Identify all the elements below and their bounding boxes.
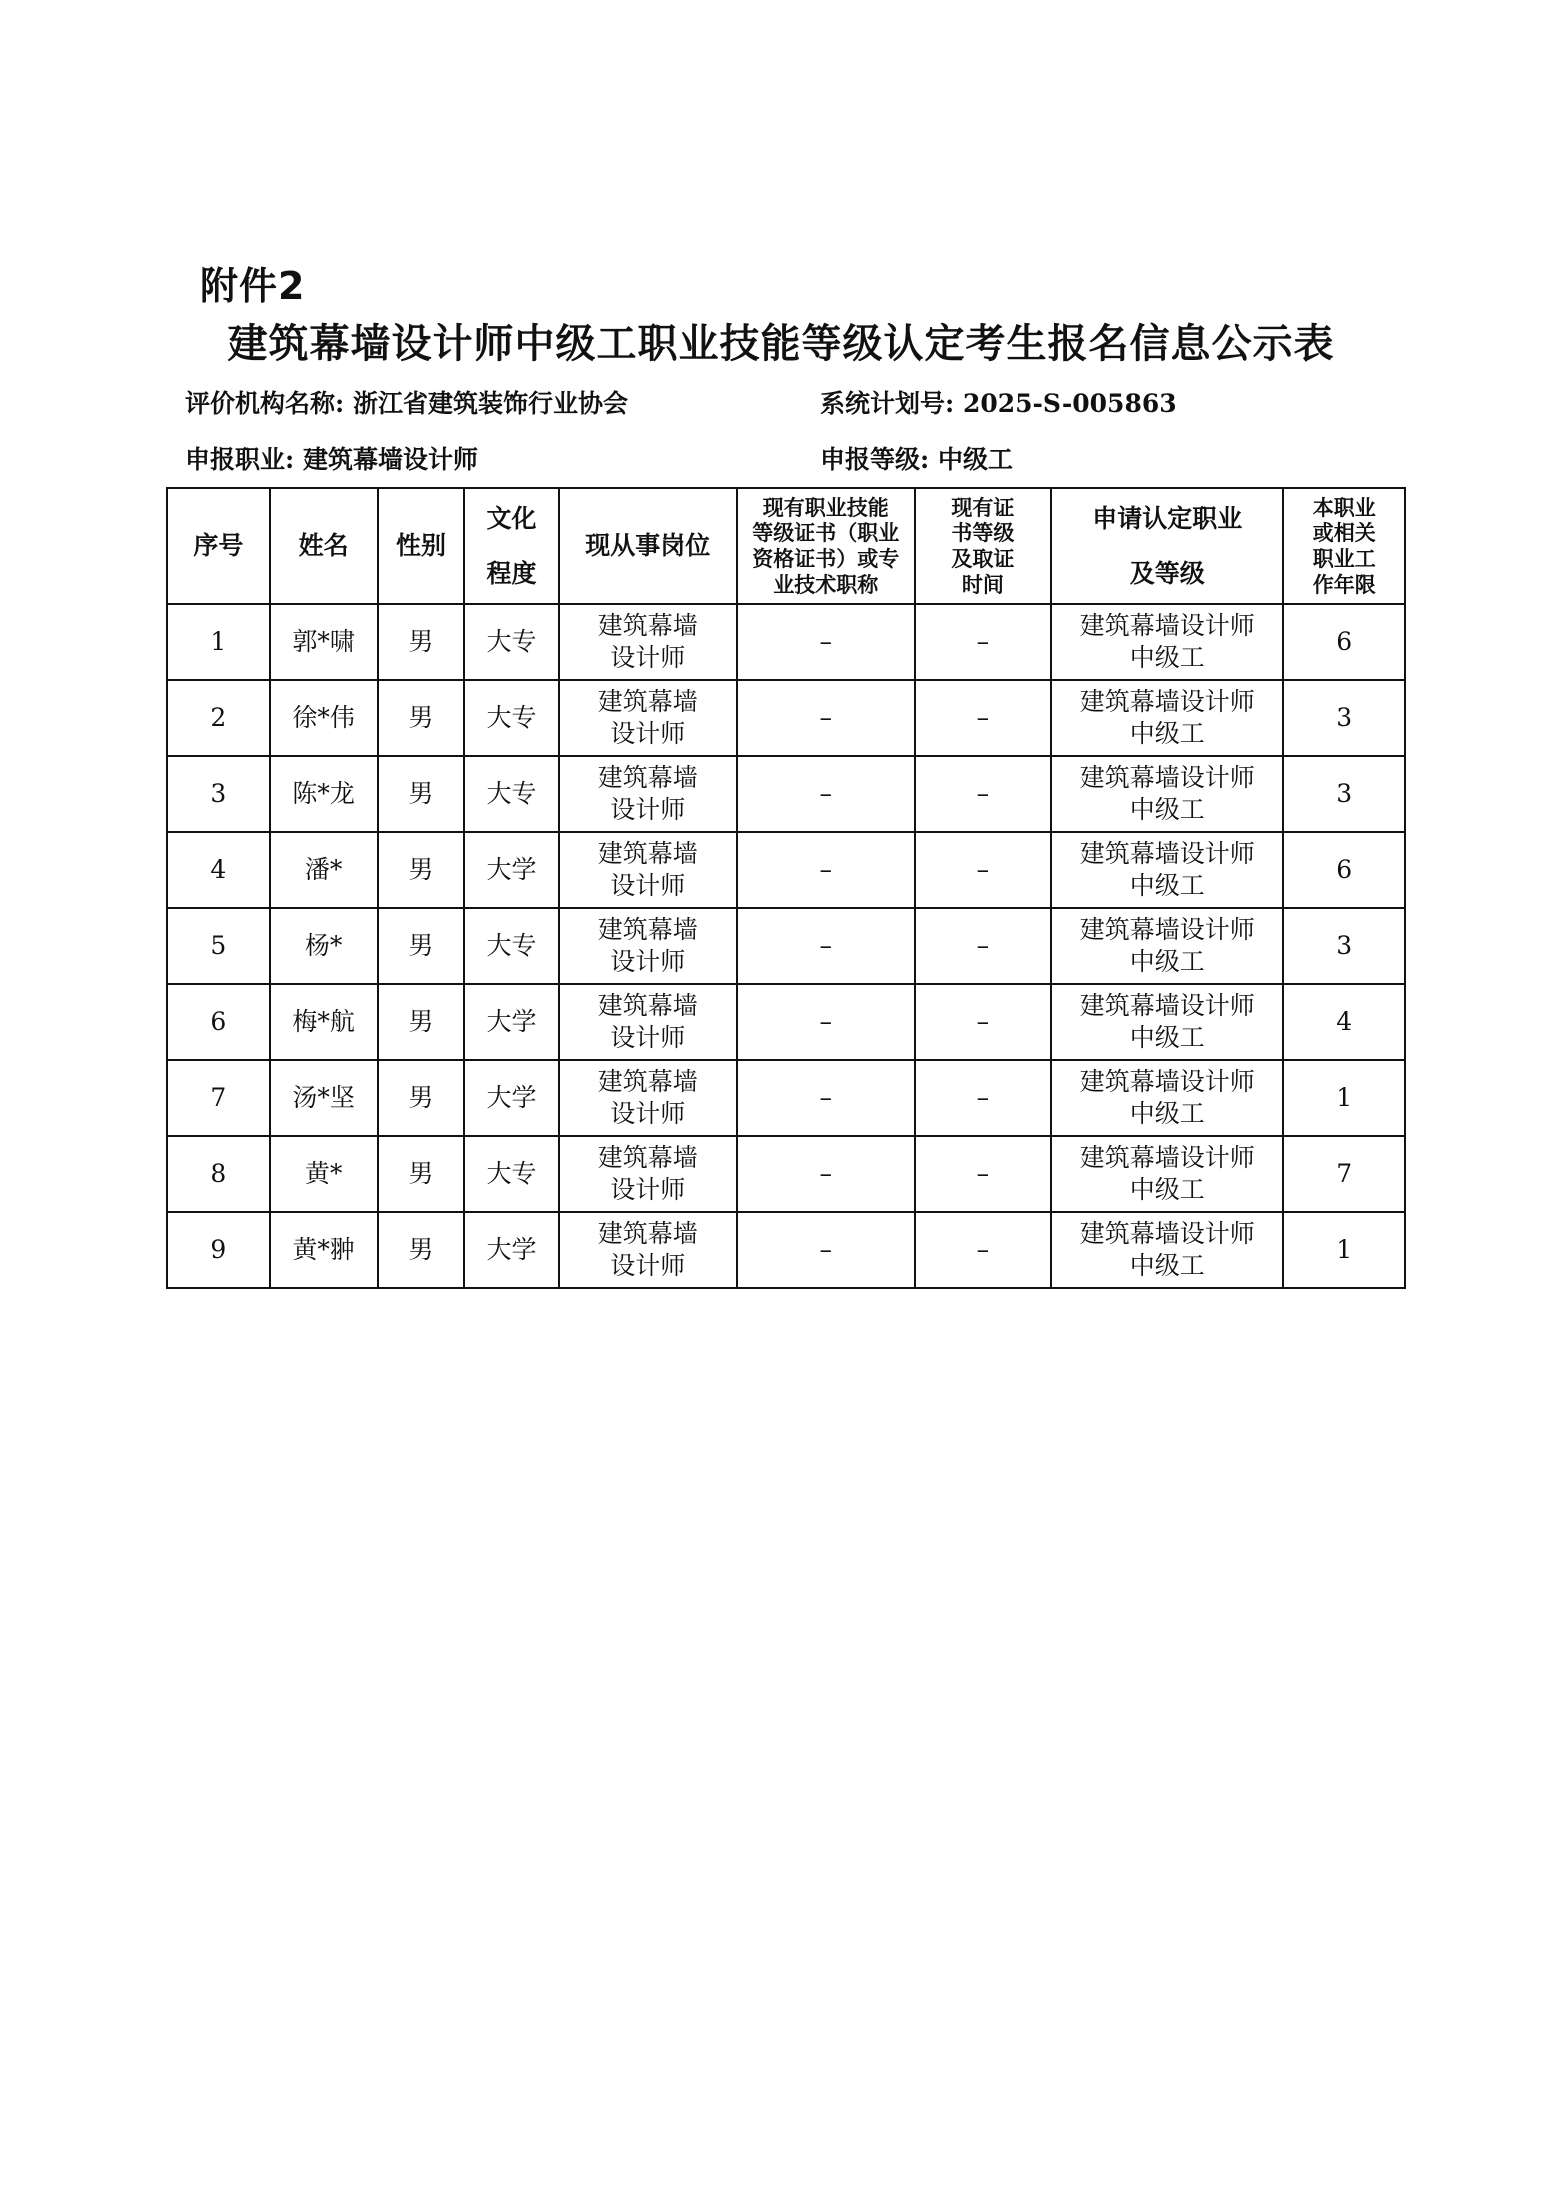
header-post: 现从事岗位 [559, 488, 737, 604]
candidate-table [166, 487, 1406, 1289]
cell-gender: 男 [378, 984, 465, 1060]
cell-post-line: 建筑幕墙 [597, 1218, 698, 1248]
cell-apply-line: 建筑幕墙设计师 [1079, 762, 1255, 792]
cell-post-line: 建筑幕墙 [597, 686, 698, 716]
plan-label: 系统计划号: [820, 389, 955, 418]
cell-certificate-time: – [915, 756, 1051, 832]
cell-post-line: 设计师 [610, 1023, 686, 1052]
cell-apply-line: 中级工 [1129, 643, 1205, 672]
table-row [167, 984, 1405, 1060]
header-education-line: 文化 [486, 504, 537, 533]
cell-years: 1 [1283, 1060, 1405, 1136]
cell-post-line: 建筑幕墙 [597, 914, 698, 944]
cell-seq: 6 [167, 984, 270, 1060]
cell-gender: 男 [378, 756, 465, 832]
header-certificate [737, 488, 915, 604]
cell-post-line: 设计师 [610, 1175, 686, 1204]
cell-certificate-time: – [915, 1136, 1051, 1212]
cell-seq: 8 [167, 1136, 270, 1212]
cell-apply-line: 中级工 [1129, 1251, 1205, 1280]
cell-certificate: – [737, 832, 915, 908]
cell-post-line: 建筑幕墙 [597, 990, 698, 1020]
table-row [167, 832, 1405, 908]
cell-post [559, 1212, 737, 1288]
cell-name: 郭*啸 [270, 604, 378, 680]
cell-certificate-time: – [915, 1060, 1051, 1136]
header-years-line: 职业工 [1312, 546, 1376, 571]
cell-years: 1 [1283, 1212, 1405, 1288]
cell-gender: 男 [378, 832, 465, 908]
cell-apply-line: 中级工 [1129, 795, 1205, 824]
cell-apply [1051, 1060, 1284, 1136]
cell-post-line: 建筑幕墙 [597, 762, 698, 792]
cell-post-line: 设计师 [610, 719, 686, 748]
cell-education: 大学 [464, 984, 558, 1060]
cell-post-line: 设计师 [610, 871, 686, 900]
header-certificate-line: 现有职业技能 [762, 494, 889, 520]
cell-apply [1051, 1212, 1284, 1288]
document-title: 建筑幕墙设计师中级工职业技能等级认定考生报名信息公示表 [227, 320, 1335, 367]
cell-post-line: 设计师 [610, 643, 686, 672]
cell-post-line: 建筑幕墙 [597, 838, 698, 868]
header-apply-line: 申请认定职业 [1092, 504, 1243, 533]
occupation-info [185, 440, 478, 476]
cell-gender: 男 [378, 1136, 465, 1212]
cell-education: 大学 [464, 1060, 558, 1136]
header-certificate-time-line: 时间 [961, 571, 1004, 597]
cell-post-line: 设计师 [610, 1099, 686, 1128]
cell-certificate: – [737, 1136, 915, 1212]
cell-apply-line: 中级工 [1129, 719, 1205, 748]
header-seq: 序号 [167, 488, 270, 604]
cell-apply [1051, 604, 1284, 680]
cell-years: 6 [1283, 832, 1405, 908]
cell-name: 潘* [270, 832, 378, 908]
header-apply-line: 及等级 [1129, 559, 1205, 588]
header-years [1283, 488, 1405, 604]
plan-info [820, 384, 1177, 420]
cell-years: 6 [1283, 604, 1405, 680]
org-info [185, 384, 628, 420]
cell-name: 黄*翀 [270, 1212, 378, 1288]
cell-post [559, 756, 737, 832]
cell-apply-line: 建筑幕墙设计师 [1079, 686, 1255, 716]
cell-gender: 男 [378, 1212, 465, 1288]
cell-apply-line: 中级工 [1129, 1175, 1205, 1204]
cell-post [559, 984, 737, 1060]
cell-seq: 2 [167, 680, 270, 756]
cell-education: 大专 [464, 756, 558, 832]
table-row [167, 1060, 1405, 1136]
org-label: 评价机构名称: [185, 389, 345, 418]
cell-post-line: 建筑幕墙 [597, 1066, 698, 1096]
header-gender: 性别 [378, 488, 465, 604]
cell-apply-line: 中级工 [1129, 1023, 1205, 1052]
cell-post-line: 设计师 [610, 795, 686, 824]
cell-education: 大专 [464, 908, 558, 984]
level-value: 中级工 [937, 445, 1013, 474]
cell-certificate: – [737, 1212, 915, 1288]
annex-label: 附件2 [200, 264, 306, 308]
header-certificate-time-line: 现有证 [951, 494, 1015, 520]
cell-name: 陈*龙 [270, 756, 378, 832]
cell-seq: 4 [167, 832, 270, 908]
occupation-value: 建筑幕墙设计师 [302, 445, 478, 474]
cell-years: 4 [1283, 984, 1405, 1060]
cell-apply-line: 建筑幕墙设计师 [1079, 914, 1255, 944]
cell-apply [1051, 984, 1284, 1060]
org-value: 浙江省建筑装饰行业协会 [352, 389, 628, 418]
cell-education: 大专 [464, 1136, 558, 1212]
cell-gender: 男 [378, 680, 465, 756]
cell-name: 汤*坚 [270, 1060, 378, 1136]
cell-apply-line: 建筑幕墙设计师 [1079, 610, 1255, 640]
table-row [167, 908, 1405, 984]
cell-certificate-time: – [915, 604, 1051, 680]
table-row [167, 756, 1405, 832]
cell-gender: 男 [378, 908, 465, 984]
cell-name: 徐*伟 [270, 680, 378, 756]
cell-certificate: – [737, 756, 915, 832]
header-certificate-time-line: 及取证 [951, 546, 1015, 571]
header-years-line: 本职业 [1312, 494, 1376, 520]
cell-post-line: 建筑幕墙 [597, 610, 698, 640]
cell-seq: 5 [167, 908, 270, 984]
cell-apply-line: 中级工 [1129, 1099, 1205, 1128]
cell-apply-line: 建筑幕墙设计师 [1079, 1066, 1255, 1096]
header-years-line: 或相关 [1312, 520, 1376, 546]
header-years-line: 作年限 [1312, 571, 1376, 597]
cell-certificate: – [737, 908, 915, 984]
cell-post [559, 1060, 737, 1136]
cell-education: 大学 [464, 832, 558, 908]
header-certificate-line: 资格证书）或专 [752, 546, 900, 571]
cell-years: 3 [1283, 680, 1405, 756]
cell-gender: 男 [378, 1060, 465, 1136]
cell-apply [1051, 1136, 1284, 1212]
header-certificate-time [915, 488, 1051, 604]
cell-post-line: 建筑幕墙 [597, 1142, 698, 1172]
header-certificate-line: 业技术职称 [773, 571, 879, 597]
table-row [167, 680, 1405, 756]
cell-post [559, 832, 737, 908]
cell-apply [1051, 832, 1284, 908]
cell-apply-line: 中级工 [1129, 947, 1205, 976]
cell-name: 梅*航 [270, 984, 378, 1060]
header-apply [1051, 488, 1284, 604]
cell-apply [1051, 756, 1284, 832]
table-row [167, 1212, 1405, 1288]
cell-apply [1051, 908, 1284, 984]
header-row [167, 488, 1405, 604]
header-name: 姓名 [270, 488, 378, 604]
cell-education: 大学 [464, 1212, 558, 1288]
cell-seq: 3 [167, 756, 270, 832]
cell-seq: 7 [167, 1060, 270, 1136]
cell-post-line: 设计师 [610, 1251, 686, 1280]
cell-apply-line: 建筑幕墙设计师 [1079, 1218, 1255, 1248]
cell-certificate-time: – [915, 680, 1051, 756]
cell-post [559, 680, 737, 756]
table-row [167, 604, 1405, 680]
table-row [167, 1136, 1405, 1212]
cell-education: 大专 [464, 604, 558, 680]
cell-gender: 男 [378, 604, 465, 680]
cell-apply-line: 建筑幕墙设计师 [1079, 838, 1255, 868]
cell-apply-line: 中级工 [1129, 871, 1205, 900]
cell-apply [1051, 680, 1284, 756]
cell-certificate: – [737, 1060, 915, 1136]
cell-certificate: – [737, 604, 915, 680]
header-certificate-time-line: 书等级 [951, 520, 1015, 546]
cell-years: 7 [1283, 1136, 1405, 1212]
header-education [464, 488, 558, 604]
cell-certificate-time: – [915, 984, 1051, 1060]
cell-post [559, 1136, 737, 1212]
level-info [820, 440, 1013, 476]
cell-seq: 9 [167, 1212, 270, 1288]
cell-apply-line: 建筑幕墙设计师 [1079, 990, 1255, 1020]
cell-certificate-time: – [915, 832, 1051, 908]
level-label: 申报等级: [820, 445, 930, 474]
cell-apply-line: 建筑幕墙设计师 [1079, 1142, 1255, 1172]
cell-certificate-time: – [915, 1212, 1051, 1288]
header-education-line: 程度 [486, 559, 537, 588]
cell-post [559, 908, 737, 984]
cell-post [559, 604, 737, 680]
cell-certificate: – [737, 680, 915, 756]
plan-value: 2025-S-005863 [962, 389, 1177, 418]
cell-years: 3 [1283, 756, 1405, 832]
cell-education: 大专 [464, 680, 558, 756]
cell-years: 3 [1283, 908, 1405, 984]
cell-certificate: – [737, 984, 915, 1060]
cell-name: 杨* [270, 908, 378, 984]
occupation-label: 申报职业: [185, 445, 295, 474]
cell-seq: 1 [167, 604, 270, 680]
cell-post-line: 设计师 [610, 947, 686, 976]
cell-certificate-time: – [915, 908, 1051, 984]
cell-name: 黄* [270, 1136, 378, 1212]
header-certificate-line: 等级证书（职业 [752, 520, 900, 546]
